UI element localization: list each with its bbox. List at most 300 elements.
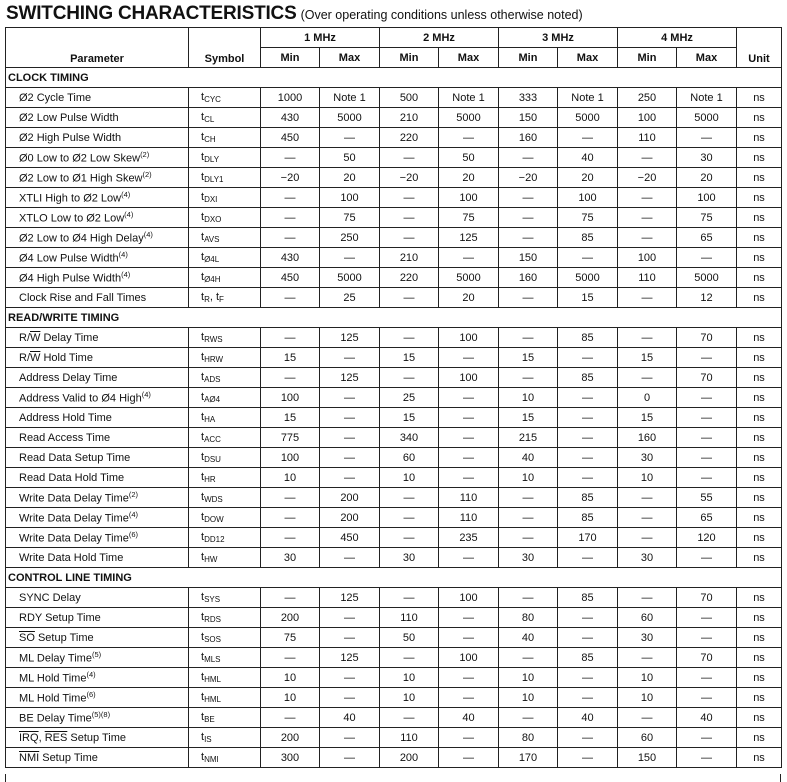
symbol-base: t <box>201 751 205 763</box>
max-value-cell: — <box>677 428 737 448</box>
symbol-cell <box>189 448 261 468</box>
min-value-cell: 160 <box>499 268 558 288</box>
symbol-subscript: ADS <box>204 375 221 384</box>
header-row-frequency <box>6 28 782 48</box>
symbol-subscript: CL <box>204 115 215 124</box>
min-value-cell: 60 <box>618 608 677 628</box>
min-value-cell: — <box>380 208 439 228</box>
symbol-base: t <box>201 191 205 203</box>
table-row <box>6 468 782 488</box>
max-value-cell: Note 1 <box>558 88 618 108</box>
symbol-base: t <box>201 691 205 703</box>
min-value-cell: 30 <box>380 548 439 568</box>
min-value-cell: −20 <box>499 168 558 188</box>
max-value-cell: 100 <box>558 188 618 208</box>
symbol-base: t <box>201 371 205 383</box>
min-value-cell: 340 <box>380 428 439 448</box>
symbol-base: t <box>201 731 205 743</box>
section-header-row <box>6 68 782 88</box>
min-value-cell: 10 <box>618 668 677 688</box>
min-value-cell: 10 <box>261 668 320 688</box>
min-value-cell: 150 <box>499 108 558 128</box>
min-value-cell: 210 <box>380 108 439 128</box>
min-value-cell: 15 <box>261 348 320 368</box>
max-value-cell: 235 <box>439 528 499 548</box>
symbol-cell <box>189 428 261 448</box>
max-value-cell: — <box>320 388 380 408</box>
symbol-cell <box>189 468 261 488</box>
max-value-cell: — <box>439 668 499 688</box>
max-value-cell: — <box>677 348 737 368</box>
unit-cell: ns <box>737 688 782 708</box>
min-value-cell: — <box>380 228 439 248</box>
min-value-cell: 30 <box>618 628 677 648</box>
max-value-cell: — <box>558 128 618 148</box>
parameter-cell: ML Hold Time$^{(4)}$ <box>6 668 189 688</box>
max-value-cell: 5000 <box>320 108 380 128</box>
min-value-cell: 30 <box>499 548 558 568</box>
max-value-cell: — <box>677 248 737 268</box>
max-value-cell: — <box>320 428 380 448</box>
max-value-cell: — <box>558 548 618 568</box>
symbol-base: t <box>201 271 205 283</box>
min-value-cell: — <box>499 528 558 548</box>
table-row <box>6 428 782 448</box>
min-value-cell: — <box>261 368 320 388</box>
table-row <box>6 228 782 248</box>
max-value-cell: — <box>677 628 737 648</box>
max-value-cell: — <box>677 748 737 768</box>
min-value-cell: — <box>618 228 677 248</box>
symbol-cell <box>189 268 261 288</box>
table-row <box>6 648 782 668</box>
min-value-cell: 110 <box>380 608 439 628</box>
min-value-cell: 333 <box>499 88 558 108</box>
max-value-cell: — <box>677 388 737 408</box>
table-row <box>6 508 782 528</box>
max-value-cell: 50 <box>439 148 499 168</box>
symbol-base: t <box>201 611 205 623</box>
min-value-cell: — <box>499 328 558 348</box>
unit-cell: ns <box>737 388 782 408</box>
min-value-cell: 15 <box>618 408 677 428</box>
max-value-cell: — <box>558 728 618 748</box>
unit-cell: ns <box>737 728 782 748</box>
switching-characteristics-table <box>5 27 782 768</box>
min-value-cell: — <box>499 288 558 308</box>
min-value-cell: — <box>618 188 677 208</box>
symbol-cell <box>189 528 261 548</box>
parameter-cell: Write Data Delay Time$^{(6)}$ <box>6 528 189 548</box>
table-row <box>6 528 782 548</box>
max-value-cell: 85 <box>558 508 618 528</box>
header-max: Max <box>320 48 380 68</box>
symbol-base: t <box>201 491 205 503</box>
min-value-cell: 10 <box>499 688 558 708</box>
title-main: SWITCHING CHARACTERISTICS <box>6 3 297 24</box>
table-row <box>6 728 782 748</box>
max-value-cell: — <box>558 628 618 648</box>
header-freq-2: 2 MHz <box>380 28 499 48</box>
symbol-cell <box>189 668 261 688</box>
min-value-cell: — <box>380 588 439 608</box>
min-value-cell: 215 <box>499 428 558 448</box>
symbol-subscript: HML <box>204 675 221 684</box>
max-value-cell: — <box>320 408 380 428</box>
max-value-cell: — <box>677 668 737 688</box>
max-value-cell: 170 <box>558 528 618 548</box>
symbol-base: t <box>201 651 205 663</box>
min-value-cell: 430 <box>261 248 320 268</box>
unit-cell: ns <box>737 88 782 108</box>
unit-cell: ns <box>737 448 782 468</box>
max-value-cell: 40 <box>320 708 380 728</box>
max-value-cell: 125 <box>320 588 380 608</box>
min-value-cell: 430 <box>261 108 320 128</box>
table-row <box>6 208 782 228</box>
max-value-cell: — <box>320 748 380 768</box>
symbol-subscript: AVS <box>204 235 220 244</box>
symbol-cell <box>189 148 261 168</box>
min-value-cell: 170 <box>499 748 558 768</box>
min-value-cell: 0 <box>618 388 677 408</box>
min-value-cell: — <box>261 648 320 668</box>
min-value-cell: 10 <box>261 688 320 708</box>
header-min: Min <box>618 48 677 68</box>
symbol-subscript: Ø4H <box>204 275 221 284</box>
min-value-cell: 210 <box>380 248 439 268</box>
min-value-cell: — <box>261 148 320 168</box>
symbol-subscript: DXO <box>204 215 222 224</box>
max-value-cell: — <box>439 688 499 708</box>
table-row <box>6 288 782 308</box>
max-value-cell: 120 <box>677 528 737 548</box>
unit-cell: ns <box>737 508 782 528</box>
max-value-cell: 100 <box>439 648 499 668</box>
max-value-cell: — <box>320 128 380 148</box>
unit-cell: ns <box>737 368 782 388</box>
max-value-cell: 40 <box>677 708 737 728</box>
min-value-cell: 100 <box>618 108 677 128</box>
min-value-cell: — <box>499 228 558 248</box>
symbol-subscript: AØ4 <box>204 395 221 404</box>
min-value-cell: — <box>261 528 320 548</box>
max-value-cell: 70 <box>677 648 737 668</box>
max-value-cell: 55 <box>677 488 737 508</box>
min-value-cell: — <box>380 708 439 728</box>
header-max: Max <box>558 48 618 68</box>
symbol-cell <box>189 288 261 308</box>
symbol-subscript: IS <box>204 735 212 744</box>
max-value-cell: — <box>558 408 618 428</box>
max-value-cell: — <box>320 448 380 468</box>
max-value-cell: 200 <box>320 508 380 528</box>
symbol-cell <box>189 708 261 728</box>
min-value-cell: — <box>261 288 320 308</box>
table-row <box>6 88 782 108</box>
unit-cell: ns <box>737 428 782 448</box>
symbol-subscript-2: F <box>219 295 224 304</box>
symbol-base: t <box>201 211 205 223</box>
parameter-cell: ML Delay Time$^{(5)}$ <box>6 648 189 668</box>
min-value-cell: — <box>499 188 558 208</box>
min-value-cell: 15 <box>618 348 677 368</box>
min-value-cell: 30 <box>618 548 677 568</box>
min-value-cell: — <box>618 588 677 608</box>
symbol-cell <box>189 248 261 268</box>
min-value-cell: 10 <box>261 468 320 488</box>
symbol-cell <box>189 188 261 208</box>
max-value-cell: — <box>677 728 737 748</box>
max-value-cell: — <box>677 608 737 628</box>
min-value-cell: 100 <box>618 248 677 268</box>
max-value-cell: — <box>320 668 380 688</box>
symbol-base: t <box>201 451 205 463</box>
symbol-base: t <box>201 91 205 103</box>
max-value-cell: 70 <box>677 588 737 608</box>
max-value-cell: — <box>677 548 737 568</box>
parameter-cell: XTLI High to Ø2 Low$^{(4)}$ <box>6 188 189 208</box>
max-value-cell: — <box>320 728 380 748</box>
symbol-base: t <box>201 671 205 683</box>
unit-cell: ns <box>737 588 782 608</box>
max-value-cell: — <box>439 748 499 768</box>
parameter-cell: Ø4 High Pulse Width$^{(4)}$ <box>6 268 189 288</box>
min-value-cell: — <box>380 368 439 388</box>
symbol-base: t <box>201 631 205 643</box>
table-row <box>6 628 782 648</box>
symbol-subscript: DD12 <box>204 535 225 544</box>
max-value-cell: 100 <box>439 328 499 348</box>
max-value-cell: 15 <box>558 288 618 308</box>
max-value-cell: — <box>320 248 380 268</box>
max-value-cell: — <box>439 348 499 368</box>
max-value-cell: — <box>320 348 380 368</box>
symbol-base: t <box>201 251 205 263</box>
symbol-base: t <box>201 151 205 163</box>
max-value-cell: 75 <box>439 208 499 228</box>
table-row <box>6 668 782 688</box>
symbol-subscript: HML <box>204 695 221 704</box>
min-value-cell: 10 <box>499 468 558 488</box>
table-row <box>6 268 782 288</box>
title-subtitle: (Over operating conditions unless otherwise noted) <box>300 8 583 22</box>
page-title <box>6 3 583 29</box>
min-value-cell: 80 <box>499 608 558 628</box>
min-value-cell: 150 <box>618 748 677 768</box>
header-freq-1: 1 MHz <box>261 28 380 48</box>
symbol-subscript: HRW <box>204 355 224 364</box>
min-value-cell: 25 <box>380 388 439 408</box>
max-value-cell: 100 <box>320 188 380 208</box>
max-value-cell: 85 <box>558 588 618 608</box>
max-value-cell: 75 <box>320 208 380 228</box>
min-value-cell: −20 <box>618 168 677 188</box>
symbol-subscript: DLY1 <box>204 175 224 184</box>
symbol-base: t <box>201 411 205 423</box>
min-value-cell: — <box>380 488 439 508</box>
symbol-cell <box>189 168 261 188</box>
max-value-cell: 20 <box>439 288 499 308</box>
max-value-cell: Note 1 <box>439 88 499 108</box>
symbol-cell <box>189 588 261 608</box>
min-value-cell: 75 <box>261 628 320 648</box>
min-value-cell: 40 <box>499 628 558 648</box>
min-value-cell: 110 <box>618 268 677 288</box>
symbol-cell <box>189 88 261 108</box>
parameter-cell: Read Access Time <box>6 428 189 448</box>
table-row <box>6 128 782 148</box>
min-value-cell: — <box>499 488 558 508</box>
max-value-cell: 450 <box>320 528 380 548</box>
unit-cell: ns <box>737 668 782 688</box>
symbol-subscript: Ø4L <box>204 255 220 264</box>
min-value-cell: 250 <box>618 88 677 108</box>
symbol-subscript: RWS <box>204 335 223 344</box>
table-bottom-continuation <box>5 774 781 782</box>
symbol-base: t <box>201 291 205 303</box>
max-value-cell: 20 <box>677 168 737 188</box>
max-value-cell: 5000 <box>439 108 499 128</box>
symbol-cell <box>189 228 261 248</box>
max-value-cell: 85 <box>558 648 618 668</box>
max-value-cell: 125 <box>439 228 499 248</box>
min-value-cell: 60 <box>618 728 677 748</box>
max-value-cell: — <box>558 668 618 688</box>
min-value-cell: 110 <box>618 128 677 148</box>
unit-cell: ns <box>737 748 782 768</box>
parameter-cell: Address Valid to Ø4 High$^{(4)}$ <box>6 388 189 408</box>
parameter-cell: Write Data Delay Time$^{(4)}$ <box>6 508 189 528</box>
min-value-cell: — <box>380 148 439 168</box>
symbol-subscript: CYC <box>204 95 221 104</box>
min-value-cell: 450 <box>261 268 320 288</box>
max-value-cell: 85 <box>558 328 618 348</box>
min-value-cell: — <box>261 228 320 248</box>
min-value-cell: 15 <box>380 348 439 368</box>
unit-cell: ns <box>737 188 782 208</box>
symbol-cell <box>189 608 261 628</box>
min-value-cell: 500 <box>380 88 439 108</box>
min-value-cell: — <box>261 708 320 728</box>
symbol-subscript: RDS <box>204 615 221 624</box>
parameter-cell: $R/\overline{W}$ Delay Time <box>6 328 189 348</box>
max-value-cell: 85 <box>558 228 618 248</box>
max-value-cell: 30 <box>677 148 737 168</box>
parameter-cell: $\overline{SO}$ Setup Time <box>6 628 189 648</box>
min-value-cell: 300 <box>261 748 320 768</box>
min-value-cell: — <box>380 508 439 528</box>
symbol-cell <box>189 748 261 768</box>
header-min: Min <box>261 48 320 68</box>
table-row <box>6 108 782 128</box>
parameter-cell: Clock Rise and Fall Times <box>6 288 189 308</box>
max-value-cell: 65 <box>677 228 737 248</box>
max-value-cell: — <box>677 128 737 148</box>
table-row <box>6 188 782 208</box>
min-value-cell: — <box>380 328 439 348</box>
max-value-cell: — <box>558 428 618 448</box>
min-value-cell: — <box>261 588 320 608</box>
max-value-cell: 100 <box>677 188 737 208</box>
parameter-cell: SYNC Delay <box>6 588 189 608</box>
max-value-cell: 20 <box>558 168 618 188</box>
symbol-subscript: HW <box>204 555 218 564</box>
unit-cell: ns <box>737 708 782 728</box>
min-value-cell: 40 <box>499 448 558 468</box>
parameter-cell: Write Data Delay Time$^{(2)}$ <box>6 488 189 508</box>
max-value-cell: 125 <box>320 328 380 348</box>
min-value-cell: 10 <box>380 468 439 488</box>
header-symbol: Symbol <box>189 28 261 68</box>
max-value-cell: — <box>320 628 380 648</box>
symbol-subscript: MLS <box>204 655 221 664</box>
max-value-cell: — <box>558 388 618 408</box>
symbol-base: t <box>201 431 205 443</box>
unit-cell: ns <box>737 228 782 248</box>
min-value-cell: 1000 <box>261 88 320 108</box>
parameter-cell: Address Delay Time <box>6 368 189 388</box>
unit-cell: ns <box>737 108 782 128</box>
unit-cell: ns <box>737 628 782 648</box>
max-value-cell: — <box>558 748 618 768</box>
min-value-cell: — <box>499 208 558 228</box>
parameter-cell: Ø2 Cycle Time <box>6 88 189 108</box>
symbol-cell <box>189 208 261 228</box>
symbol-cell <box>189 408 261 428</box>
min-value-cell: — <box>618 708 677 728</box>
unit-cell: ns <box>737 608 782 628</box>
min-value-cell: — <box>618 208 677 228</box>
max-value-cell: 40 <box>439 708 499 728</box>
max-value-cell: 40 <box>558 148 618 168</box>
symbol-base-2: , t <box>209 291 220 303</box>
symbol-base: t <box>201 471 205 483</box>
symbol-subscript: BE <box>204 715 215 724</box>
min-value-cell: — <box>618 508 677 528</box>
symbol-base: t <box>201 351 205 363</box>
max-value-cell: 5000 <box>558 108 618 128</box>
min-value-cell: 15 <box>499 408 558 428</box>
table-row <box>6 608 782 628</box>
unit-cell: ns <box>737 408 782 428</box>
min-value-cell: 220 <box>380 268 439 288</box>
unit-cell: ns <box>737 248 782 268</box>
table-row <box>6 348 782 368</box>
symbol-subscript: HA <box>204 415 216 424</box>
unit-cell: ns <box>737 648 782 668</box>
min-value-cell: 160 <box>499 128 558 148</box>
max-value-cell: — <box>439 448 499 468</box>
min-value-cell: −20 <box>261 168 320 188</box>
min-value-cell: 50 <box>380 628 439 648</box>
min-value-cell: 220 <box>380 128 439 148</box>
max-value-cell: — <box>320 608 380 628</box>
table-row <box>6 328 782 348</box>
symbol-cell <box>189 648 261 668</box>
max-value-cell: — <box>439 608 499 628</box>
min-value-cell: 450 <box>261 128 320 148</box>
symbol-base: t <box>201 131 205 143</box>
max-value-cell: 20 <box>439 168 499 188</box>
parameter-cell: Address Hold Time <box>6 408 189 428</box>
max-value-cell: — <box>439 468 499 488</box>
max-value-cell: 50 <box>320 148 380 168</box>
min-value-cell: — <box>618 528 677 548</box>
max-value-cell: — <box>439 728 499 748</box>
min-value-cell: 150 <box>499 248 558 268</box>
symbol-subscript: DLY <box>204 155 220 164</box>
